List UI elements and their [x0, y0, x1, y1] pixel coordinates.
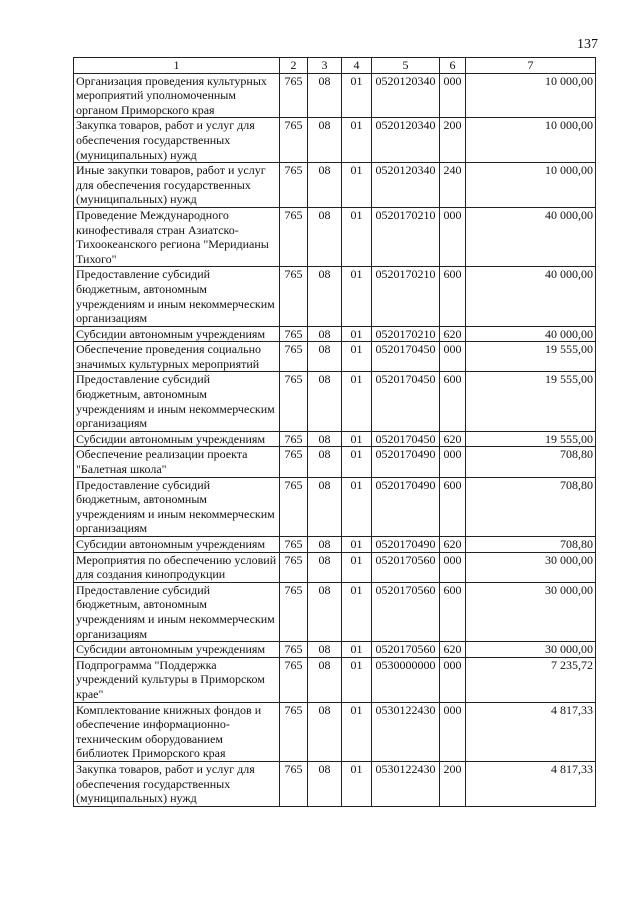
section-cell: 08: [308, 267, 342, 326]
target-article-cell: 0520170490: [372, 477, 440, 536]
expense-type-cell: 240: [440, 163, 466, 208]
column-header: 7: [466, 58, 596, 74]
amount-cell: 40 000,00: [466, 207, 596, 266]
table-row: [74, 537, 596, 553]
target-article-cell: 0520170490: [372, 537, 440, 553]
expense-type-cell: 000: [440, 702, 466, 761]
table-row: [74, 642, 596, 658]
target-article-cell: 0520170450: [372, 372, 440, 431]
ved-code-cell: 765: [280, 163, 308, 208]
subsection-cell: 01: [342, 118, 372, 163]
expense-type-cell: 600: [440, 477, 466, 536]
table-row: [74, 342, 596, 372]
table-row: [74, 477, 596, 536]
amount-cell: 40 000,00: [466, 267, 596, 326]
row-name-cell: Закупка товаров, работ и услуг для обеспечения государственных (муниципальных) нужд: [74, 118, 280, 163]
section-cell: 08: [308, 657, 342, 702]
row-name-cell: Подпрограмма "Поддержка учреждений культуры в Приморском крае": [74, 657, 280, 702]
ved-code-cell: 765: [280, 73, 308, 118]
target-article-cell: 0530122430: [372, 761, 440, 806]
table-row: [74, 267, 596, 326]
ved-code-cell: 765: [280, 582, 308, 641]
column-header: 2: [280, 58, 308, 74]
budget-table: [73, 57, 596, 807]
subsection-cell: 01: [342, 372, 372, 431]
row-name-cell: Организация проведения культурных мероприятий уполномоченным органом Приморского края: [74, 73, 280, 118]
subsection-cell: 01: [342, 342, 372, 372]
expense-type-cell: 600: [440, 372, 466, 431]
expense-type-cell: 620: [440, 642, 466, 658]
column-header: 3: [308, 58, 342, 74]
subsection-cell: 01: [342, 207, 372, 266]
row-name-cell: Комплектование книжных фондов и обеспечение информационно-техническим оборудованием библиотек Приморского края: [74, 702, 280, 761]
amount-cell: 19 555,00: [466, 372, 596, 431]
expense-type-cell: 000: [440, 657, 466, 702]
row-name-cell: Субсидии автономным учреждениям: [74, 326, 280, 342]
row-name-cell: Предоставление субсидий бюджетным, автономным учреждениям и иным некоммерческим организациям: [74, 267, 280, 326]
target-article-cell: 0530000000: [372, 657, 440, 702]
expense-type-cell: 000: [440, 552, 466, 582]
expense-type-cell: 000: [440, 207, 466, 266]
subsection-cell: 01: [342, 73, 372, 118]
table-row: [74, 447, 596, 477]
table-row: [74, 118, 596, 163]
subsection-cell: 01: [342, 552, 372, 582]
table-row: [74, 372, 596, 431]
row-name-cell: Обеспечение реализации проекта "Балетная школа": [74, 447, 280, 477]
ved-code-cell: 765: [280, 477, 308, 536]
subsection-cell: 01: [342, 761, 372, 806]
target-article-cell: 0520170560: [372, 582, 440, 641]
expense-type-cell: 600: [440, 267, 466, 326]
target-article-cell: 0520170450: [372, 431, 440, 447]
target-article-cell: 0530122430: [372, 702, 440, 761]
table-row: [74, 552, 596, 582]
subsection-cell: 01: [342, 642, 372, 658]
ved-code-cell: 765: [280, 447, 308, 477]
section-cell: 08: [308, 761, 342, 806]
section-cell: 08: [308, 118, 342, 163]
section-cell: 08: [308, 207, 342, 266]
row-name-cell: Закупка товаров, работ и услуг для обеспечения государственных (муниципальных) нужд: [74, 761, 280, 806]
subsection-cell: 01: [342, 163, 372, 208]
table-row: [74, 431, 596, 447]
subsection-cell: 01: [342, 582, 372, 641]
section-cell: 08: [308, 447, 342, 477]
section-cell: 08: [308, 326, 342, 342]
target-article-cell: 0520170210: [372, 267, 440, 326]
target-article-cell: 0520170560: [372, 552, 440, 582]
amount-cell: 10 000,00: [466, 118, 596, 163]
ved-code-cell: 765: [280, 657, 308, 702]
expense-type-cell: 000: [440, 342, 466, 372]
ved-code-cell: 765: [280, 267, 308, 326]
target-article-cell: 0520170210: [372, 207, 440, 266]
amount-cell: 30 000,00: [466, 582, 596, 641]
expense-type-cell: 000: [440, 447, 466, 477]
section-cell: 08: [308, 582, 342, 641]
row-name-cell: Предоставление субсидий бюджетным, автономным учреждениям и иным некоммерческим организациям: [74, 477, 280, 536]
amount-cell: 708,80: [466, 477, 596, 536]
expense-type-cell: 600: [440, 582, 466, 641]
amount-cell: 708,80: [466, 447, 596, 477]
subsection-cell: 01: [342, 447, 372, 477]
section-cell: 08: [308, 372, 342, 431]
section-cell: 08: [308, 642, 342, 658]
subsection-cell: 01: [342, 326, 372, 342]
target-article-cell: 0520170450: [372, 342, 440, 372]
subsection-cell: 01: [342, 702, 372, 761]
amount-cell: 7 235,72: [466, 657, 596, 702]
expense-type-cell: 000: [440, 73, 466, 118]
ved-code-cell: 765: [280, 642, 308, 658]
amount-cell: 30 000,00: [466, 552, 596, 582]
page-number: 137: [577, 37, 598, 52]
amount-cell: 19 555,00: [466, 431, 596, 447]
target-article-cell: 0520170210: [372, 326, 440, 342]
amount-cell: 30 000,00: [466, 642, 596, 658]
expense-type-cell: 620: [440, 431, 466, 447]
column-header: 6: [440, 58, 466, 74]
expense-type-cell: 200: [440, 761, 466, 806]
row-name-cell: Мероприятия по обеспечению условий для создания кинопродукции: [74, 552, 280, 582]
table-row: [74, 207, 596, 266]
subsection-cell: 01: [342, 477, 372, 536]
amount-cell: 40 000,00: [466, 326, 596, 342]
row-name-cell: Проведение Международного кинофестиваля стран Азиатско-Тихоокеанского региона "Меридианы Тихого": [74, 207, 280, 266]
section-cell: 08: [308, 477, 342, 536]
subsection-cell: 01: [342, 431, 372, 447]
target-article-cell: 0520170490: [372, 447, 440, 477]
ved-code-cell: 765: [280, 207, 308, 266]
expense-type-cell: 620: [440, 537, 466, 553]
target-article-cell: 0520170560: [372, 642, 440, 658]
ved-code-cell: 765: [280, 552, 308, 582]
subsection-cell: 01: [342, 657, 372, 702]
table-row: [74, 73, 596, 118]
section-cell: 08: [308, 702, 342, 761]
ved-code-cell: 765: [280, 372, 308, 431]
target-article-cell: 0520120340: [372, 118, 440, 163]
ved-code-cell: 765: [280, 537, 308, 553]
section-cell: 08: [308, 73, 342, 118]
table-header-row: [74, 58, 596, 74]
section-cell: 08: [308, 537, 342, 553]
column-header: 4: [342, 58, 372, 74]
subsection-cell: 01: [342, 537, 372, 553]
target-article-cell: 0520120340: [372, 163, 440, 208]
table-row: [74, 582, 596, 641]
amount-cell: 708,80: [466, 537, 596, 553]
table-row: [74, 702, 596, 761]
amount-cell: 10 000,00: [466, 163, 596, 208]
expense-type-cell: 200: [440, 118, 466, 163]
ved-code-cell: 765: [280, 118, 308, 163]
ved-code-cell: 765: [280, 702, 308, 761]
table-row: [74, 761, 596, 806]
table-row: [74, 657, 596, 702]
row-name-cell: Предоставление субсидий бюджетным, автономным учреждениям и иным некоммерческим организациям: [74, 582, 280, 641]
row-name-cell: Обеспечение проведения социально значимых культурных мероприятий: [74, 342, 280, 372]
row-name-cell: Субсидии автономным учреждениям: [74, 431, 280, 447]
column-header: 5: [372, 58, 440, 74]
table-row: [74, 326, 596, 342]
section-cell: 08: [308, 431, 342, 447]
section-cell: 08: [308, 163, 342, 208]
ved-code-cell: 765: [280, 431, 308, 447]
section-cell: 08: [308, 342, 342, 372]
amount-cell: 19 555,00: [466, 342, 596, 372]
expense-type-cell: 620: [440, 326, 466, 342]
ved-code-cell: 765: [280, 326, 308, 342]
ved-code-cell: 765: [280, 342, 308, 372]
row-name-cell: Субсидии автономным учреждениям: [74, 642, 280, 658]
target-article-cell: 0520120340: [372, 73, 440, 118]
row-name-cell: Субсидии автономным учреждениям: [74, 537, 280, 553]
subsection-cell: 01: [342, 267, 372, 326]
section-cell: 08: [308, 552, 342, 582]
ved-code-cell: 765: [280, 761, 308, 806]
amount-cell: 4 817,33: [466, 761, 596, 806]
column-header: 1: [74, 58, 280, 74]
amount-cell: 4 817,33: [466, 702, 596, 761]
row-name-cell: Иные закупки товаров, работ и услуг для обеспечения государственных (муниципальных) нужд: [74, 163, 280, 208]
table-row: [74, 163, 596, 208]
row-name-cell: Предоставление субсидий бюджетным, автономным учреждениям и иным некоммерческим организациям: [74, 372, 280, 431]
amount-cell: 10 000,00: [466, 73, 596, 118]
